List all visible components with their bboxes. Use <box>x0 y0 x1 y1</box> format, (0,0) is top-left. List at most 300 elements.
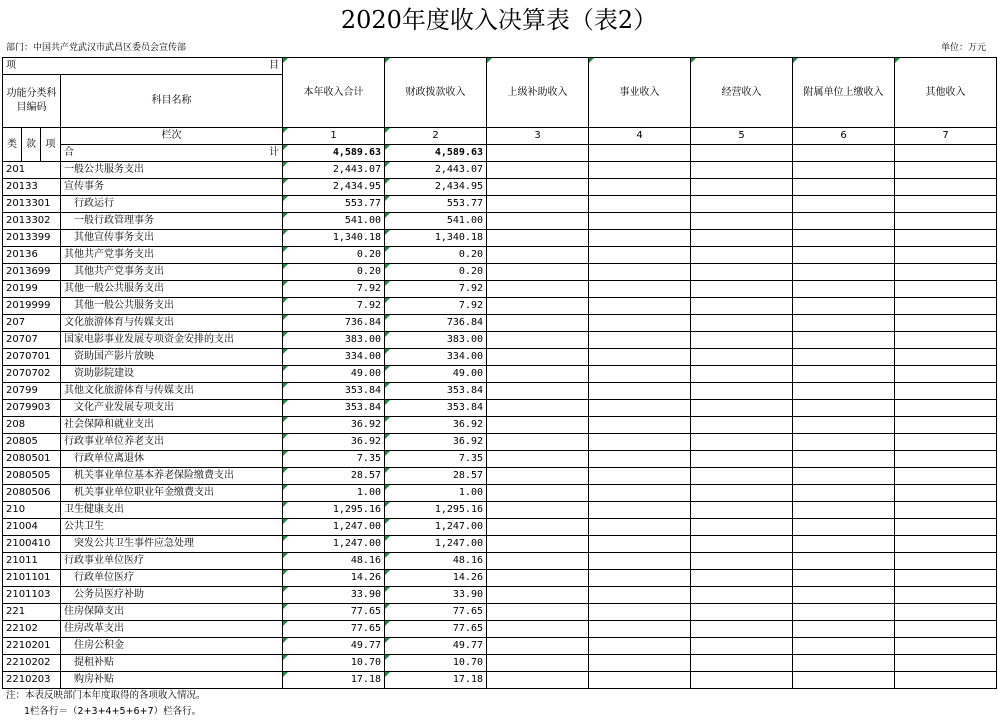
row-code: 2100410 <box>3 536 61 553</box>
table-row <box>3 604 997 621</box>
row-value-col7 <box>895 281 997 298</box>
row-code: 20799 <box>3 383 61 400</box>
row-value-col5 <box>691 604 793 621</box>
col-header-6: 附属单位上缴收入 <box>793 58 895 128</box>
total-c2: 4,589.63 <box>385 145 487 162</box>
row-value-col5 <box>691 519 793 536</box>
row-subject-name: 一般公共服务支出 <box>61 162 283 179</box>
table-row <box>3 468 997 485</box>
row-value-col6 <box>793 179 895 196</box>
row-value-col2: 334.00 <box>385 349 487 366</box>
row-value-col7 <box>895 604 997 621</box>
row-value-col3 <box>487 655 589 672</box>
row-value-col7 <box>895 570 997 587</box>
row-value-col1: 353.84 <box>283 400 385 417</box>
col-header-7: 其他收入 <box>895 58 997 128</box>
table-row <box>3 281 997 298</box>
row-value-col2: 49.00 <box>385 366 487 383</box>
row-value-col5 <box>691 349 793 366</box>
row-value-col3 <box>487 638 589 655</box>
table-row <box>3 298 997 315</box>
row-value-col3 <box>487 485 589 502</box>
row-value-col5 <box>691 485 793 502</box>
row-value-col5 <box>691 247 793 264</box>
row-value-col6 <box>793 247 895 264</box>
row-value-col3 <box>487 213 589 230</box>
col-number-2: 2 <box>385 128 487 145</box>
row-value-col4 <box>589 553 691 570</box>
row-value-col7 <box>895 553 997 570</box>
row-value-col4 <box>589 655 691 672</box>
table-row <box>3 349 997 366</box>
row-value-col7 <box>895 230 997 247</box>
row-value-col1: 49.77 <box>283 638 385 655</box>
table-row <box>3 587 997 604</box>
row-value-col3 <box>487 281 589 298</box>
row-value-col6 <box>793 604 895 621</box>
row-value-col1: 10.70 <box>283 655 385 672</box>
table-row <box>3 451 997 468</box>
row-value-col2: 17.18 <box>385 672 487 689</box>
row-value-col6 <box>793 570 895 587</box>
row-value-col3 <box>487 417 589 434</box>
unit-label: 单位：万元 <box>940 43 986 53</box>
row-code: 21004 <box>3 519 61 536</box>
page-title: 2020年度收入决算表（表2） <box>340 6 658 34</box>
row-value-col2: 0.20 <box>385 247 487 264</box>
row-value-col4 <box>589 485 691 502</box>
total-c4 <box>589 145 691 162</box>
row-value-col3 <box>487 672 589 689</box>
row-value-col1: 14.26 <box>283 570 385 587</box>
row-value-col3 <box>487 400 589 417</box>
row-value-col7 <box>895 502 997 519</box>
row-value-col4 <box>589 400 691 417</box>
row-value-col1: 1,340.18 <box>283 230 385 247</box>
row-value-col5 <box>691 553 793 570</box>
total-label-right: 计 <box>269 147 279 158</box>
row-code: 221 <box>3 604 61 621</box>
total-c3 <box>487 145 589 162</box>
row-value-col6 <box>793 213 895 230</box>
row-value-col2: 28.57 <box>385 468 487 485</box>
row-value-col4 <box>589 417 691 434</box>
row-code: 2210203 <box>3 672 61 689</box>
row-subject-name: 行政事业单位养老支出 <box>61 434 283 451</box>
total-row <box>3 145 997 162</box>
row-value-col5 <box>691 383 793 400</box>
row-value-col3 <box>487 162 589 179</box>
row-value-col5 <box>691 264 793 281</box>
income-table <box>2 57 997 689</box>
row-value-col6 <box>793 655 895 672</box>
lei-header: 类 <box>3 128 22 162</box>
row-value-col2: 736.84 <box>385 315 487 332</box>
row-code: 208 <box>3 417 61 434</box>
row-subject-name: 行政运行 <box>61 196 283 213</box>
table-row <box>3 417 997 434</box>
row-value-col1: 28.57 <box>283 468 385 485</box>
row-value-col3 <box>487 349 589 366</box>
row-value-col7 <box>895 247 997 264</box>
row-value-col4 <box>589 247 691 264</box>
row-value-col1: 353.84 <box>283 383 385 400</box>
row-subject-name: 行政单位医疗 <box>61 570 283 587</box>
row-subject-name: 其他共产党事务支出 <box>61 264 283 281</box>
row-value-col5 <box>691 451 793 468</box>
row-subject-name: 卫生健康支出 <box>61 502 283 519</box>
row-value-col6 <box>793 519 895 536</box>
row-subject-name: 宣传事务 <box>61 179 283 196</box>
row-value-col5 <box>691 230 793 247</box>
row-value-col2: 36.92 <box>385 417 487 434</box>
row-code: 2079903 <box>3 400 61 417</box>
row-value-col4 <box>589 332 691 349</box>
row-value-col5 <box>691 366 793 383</box>
table-row <box>3 570 997 587</box>
table-row <box>3 383 997 400</box>
row-code: 207 <box>3 315 61 332</box>
row-subject-name: 资助国产影片放映 <box>61 349 283 366</box>
col-header-4: 事业收入 <box>589 58 691 128</box>
row-code: 2070701 <box>3 349 61 366</box>
row-value-col6 <box>793 366 895 383</box>
col-number-4: 4 <box>589 128 691 145</box>
row-value-col7 <box>895 179 997 196</box>
row-value-col6 <box>793 281 895 298</box>
row-value-col2: 7.35 <box>385 451 487 468</box>
row-code: 210 <box>3 502 61 519</box>
row-value-col5 <box>691 298 793 315</box>
row-value-col1: 33.90 <box>283 587 385 604</box>
row-value-col2: 353.84 <box>385 400 487 417</box>
row-value-col4 <box>589 213 691 230</box>
table-row <box>3 400 997 417</box>
row-value-col4 <box>589 502 691 519</box>
row-subject-name: 住房改革支出 <box>61 621 283 638</box>
row-value-col7 <box>895 672 997 689</box>
row-value-col1: 17.18 <box>283 672 385 689</box>
row-value-col5 <box>691 638 793 655</box>
row-value-col1: 334.00 <box>283 349 385 366</box>
row-subject-name: 突发公共卫生事件应急处理 <box>61 536 283 553</box>
row-value-col2: 33.90 <box>385 587 487 604</box>
row-value-col5 <box>691 655 793 672</box>
department-label: 部门：中国共产党武汉市武昌区委员会宣传部 <box>6 43 187 53</box>
subject-name-header: 科目名称 <box>61 75 283 128</box>
row-code: 2013302 <box>3 213 61 230</box>
row-value-col5 <box>691 621 793 638</box>
col-number-3: 3 <box>487 128 589 145</box>
table-row <box>3 485 997 502</box>
row-code: 2210202 <box>3 655 61 672</box>
table-row <box>3 366 997 383</box>
row-value-col4 <box>589 196 691 213</box>
row-value-col6 <box>793 502 895 519</box>
row-code: 201 <box>3 162 61 179</box>
row-value-col5 <box>691 672 793 689</box>
row-value-col1: 1,247.00 <box>283 519 385 536</box>
row-value-col5 <box>691 162 793 179</box>
row-value-col2: 0.20 <box>385 264 487 281</box>
row-value-col5 <box>691 536 793 553</box>
row-value-col1: 7.92 <box>283 281 385 298</box>
row-value-col3 <box>487 247 589 264</box>
col-number-6: 6 <box>793 128 895 145</box>
row-value-col2: 2,443.07 <box>385 162 487 179</box>
row-value-col5 <box>691 502 793 519</box>
row-code: 2013699 <box>3 264 61 281</box>
row-subject-name: 行政事业单位医疗 <box>61 553 283 570</box>
row-value-col1: 1,295.16 <box>283 502 385 519</box>
row-code: 22102 <box>3 621 61 638</box>
row-value-col5 <box>691 179 793 196</box>
row-value-col7 <box>895 213 997 230</box>
row-value-col6 <box>793 553 895 570</box>
row-value-col6 <box>793 332 895 349</box>
row-subject-name: 行政单位离退休 <box>61 451 283 468</box>
total-label-cell <box>61 145 283 162</box>
row-value-col1: 0.20 <box>283 264 385 281</box>
row-subject-name: 其他一般公共服务支出 <box>61 281 283 298</box>
table-row <box>3 672 997 689</box>
row-value-col4 <box>589 621 691 638</box>
xiang-label: 项 <box>6 60 16 71</box>
row-code: 20136 <box>3 247 61 264</box>
row-value-col1: 541.00 <box>283 213 385 230</box>
row-value-col1: 77.65 <box>283 621 385 638</box>
row-value-col3 <box>487 366 589 383</box>
row-value-col4 <box>589 315 691 332</box>
row-subject-name: 其他共产党事务支出 <box>61 247 283 264</box>
row-subject-name: 机关事业单位职业年金缴费支出 <box>61 485 283 502</box>
row-value-col3 <box>487 587 589 604</box>
row-value-col1: 2,434.95 <box>283 179 385 196</box>
table-row <box>3 332 997 349</box>
row-value-col3 <box>487 468 589 485</box>
row-value-col2: 7.92 <box>385 298 487 315</box>
row-subject-name: 住房公积金 <box>61 638 283 655</box>
kuan-header: 款 <box>22 128 41 162</box>
row-subject-name: 机关事业单位基本养老保险缴费支出 <box>61 468 283 485</box>
row-value-col4 <box>589 672 691 689</box>
table-row <box>3 553 997 570</box>
row-value-col1: 7.92 <box>283 298 385 315</box>
row-subject-name: 文化旅游体育与传媒支出 <box>61 315 283 332</box>
row-value-col6 <box>793 315 895 332</box>
row-value-col2: 7.92 <box>385 281 487 298</box>
row-value-col7 <box>895 417 997 434</box>
row-value-col3 <box>487 196 589 213</box>
row-value-col3 <box>487 383 589 400</box>
row-value-col2: 541.00 <box>385 213 487 230</box>
row-subject-name: 公务员医疗补助 <box>61 587 283 604</box>
row-value-col4 <box>589 468 691 485</box>
row-value-col3 <box>487 621 589 638</box>
row-value-col6 <box>793 196 895 213</box>
row-subject-name: 住房保障支出 <box>61 604 283 621</box>
row-value-col2: 1.00 <box>385 485 487 502</box>
row-value-col5 <box>691 315 793 332</box>
row-subject-name: 购房补贴 <box>61 672 283 689</box>
notes <box>6 688 206 720</box>
row-value-col7 <box>895 366 997 383</box>
row-code: 20199 <box>3 281 61 298</box>
col-number-1: 1 <box>283 128 385 145</box>
row-value-col4 <box>589 570 691 587</box>
row-code: 20707 <box>3 332 61 349</box>
table-row <box>3 655 997 672</box>
row-value-col2: 2,434.95 <box>385 179 487 196</box>
row-subject-name: 公共卫生 <box>61 519 283 536</box>
row-value-col5 <box>691 332 793 349</box>
row-subject-name: 提租补贴 <box>61 655 283 672</box>
table-row <box>3 502 997 519</box>
row-code: 2101101 <box>3 570 61 587</box>
row-subject-name: 资助影院建设 <box>61 366 283 383</box>
table-row <box>3 230 997 247</box>
row-value-col7 <box>895 587 997 604</box>
table-row <box>3 264 997 281</box>
xiang-header: 项 <box>41 128 61 162</box>
row-value-col7 <box>895 298 997 315</box>
row-code: 20133 <box>3 179 61 196</box>
row-value-col2: 383.00 <box>385 332 487 349</box>
row-subject-name: 文化产业发展专项支出 <box>61 400 283 417</box>
row-value-col1: 1.00 <box>283 485 385 502</box>
row-value-col3 <box>487 502 589 519</box>
row-code: 2019999 <box>3 298 61 315</box>
row-value-col6 <box>793 468 895 485</box>
row-value-col4 <box>589 519 691 536</box>
row-value-col6 <box>793 264 895 281</box>
table-row <box>3 196 997 213</box>
row-value-col5 <box>691 400 793 417</box>
table-row <box>3 247 997 264</box>
row-value-col6 <box>793 485 895 502</box>
row-value-col4 <box>589 638 691 655</box>
row-value-col1: 383.00 <box>283 332 385 349</box>
row-code: 2080501 <box>3 451 61 468</box>
row-value-col2: 553.77 <box>385 196 487 213</box>
row-value-col3 <box>487 553 589 570</box>
total-c6 <box>793 145 895 162</box>
row-value-col6 <box>793 298 895 315</box>
row-code: 2080506 <box>3 485 61 502</box>
xiang-mu-cell <box>3 58 283 75</box>
row-code: 2013301 <box>3 196 61 213</box>
row-value-col2: 14.26 <box>385 570 487 587</box>
note-1: 注：本表反映部门本年度取得的各项收入情况。 <box>6 690 206 701</box>
row-value-col1: 1,247.00 <box>283 536 385 553</box>
row-value-col2: 36.92 <box>385 434 487 451</box>
row-value-col4 <box>589 298 691 315</box>
row-value-col6 <box>793 536 895 553</box>
table-row <box>3 536 997 553</box>
row-value-col3 <box>487 570 589 587</box>
row-value-col3 <box>487 298 589 315</box>
table-row <box>3 315 997 332</box>
row-value-col2: 1,247.00 <box>385 519 487 536</box>
row-code: 2101103 <box>3 587 61 604</box>
row-code: 21011 <box>3 553 61 570</box>
row-value-col7 <box>895 638 997 655</box>
table-row <box>3 162 997 179</box>
row-value-col4 <box>589 536 691 553</box>
row-subject-name: 国家电影事业发展专项资金安排的支出 <box>61 332 283 349</box>
row-code: 20805 <box>3 434 61 451</box>
row-code: 2070702 <box>3 366 61 383</box>
row-value-col5 <box>691 434 793 451</box>
row-value-col7 <box>895 468 997 485</box>
row-value-col6 <box>793 349 895 366</box>
row-value-col7 <box>895 519 997 536</box>
row-value-col6 <box>793 672 895 689</box>
mu-label: 目 <box>269 60 279 71</box>
row-value-col5 <box>691 196 793 213</box>
row-value-col7 <box>895 485 997 502</box>
row-value-col1: 7.35 <box>283 451 385 468</box>
row-value-col2: 1,340.18 <box>385 230 487 247</box>
col-header-1: 本年收入合计 <box>283 58 385 128</box>
row-value-col3 <box>487 519 589 536</box>
row-value-col3 <box>487 451 589 468</box>
row-value-col4 <box>589 349 691 366</box>
row-value-col3 <box>487 536 589 553</box>
row-value-col4 <box>589 434 691 451</box>
row-value-col6 <box>793 417 895 434</box>
table-row <box>3 519 997 536</box>
row-value-col7 <box>895 451 997 468</box>
row-value-col6 <box>793 638 895 655</box>
row-value-col1: 48.16 <box>283 553 385 570</box>
col-number-5: 5 <box>691 128 793 145</box>
row-value-col7 <box>895 655 997 672</box>
row-value-col6 <box>793 383 895 400</box>
row-value-col4 <box>589 264 691 281</box>
row-subject-name: 其他宣传事务支出 <box>61 230 283 247</box>
row-subject-name: 其他文化旅游体育与传媒支出 <box>61 383 283 400</box>
row-value-col4 <box>589 281 691 298</box>
row-value-col2: 10.70 <box>385 655 487 672</box>
table-row <box>3 621 997 638</box>
row-value-col1: 553.77 <box>283 196 385 213</box>
row-value-col1: 36.92 <box>283 434 385 451</box>
row-value-col7 <box>895 434 997 451</box>
table-row <box>3 213 997 230</box>
total-c1: 4,589.63 <box>283 145 385 162</box>
row-value-col4 <box>589 383 691 400</box>
total-c7 <box>895 145 997 162</box>
row-value-col1: 77.65 <box>283 604 385 621</box>
table-row <box>3 638 997 655</box>
row-value-col2: 77.65 <box>385 621 487 638</box>
table-row <box>3 179 997 196</box>
row-value-col5 <box>691 281 793 298</box>
row-value-col5 <box>691 213 793 230</box>
row-value-col6 <box>793 162 895 179</box>
row-value-col7 <box>895 264 997 281</box>
row-value-col4 <box>589 366 691 383</box>
row-value-col2: 353.84 <box>385 383 487 400</box>
row-value-col6 <box>793 621 895 638</box>
row-value-col4 <box>589 604 691 621</box>
row-value-col7 <box>895 383 997 400</box>
row-value-col4 <box>589 179 691 196</box>
func-code-header: 功能分类科目编码 <box>3 75 61 128</box>
table-row <box>3 434 997 451</box>
col-header-3: 上级补助收入 <box>487 58 589 128</box>
